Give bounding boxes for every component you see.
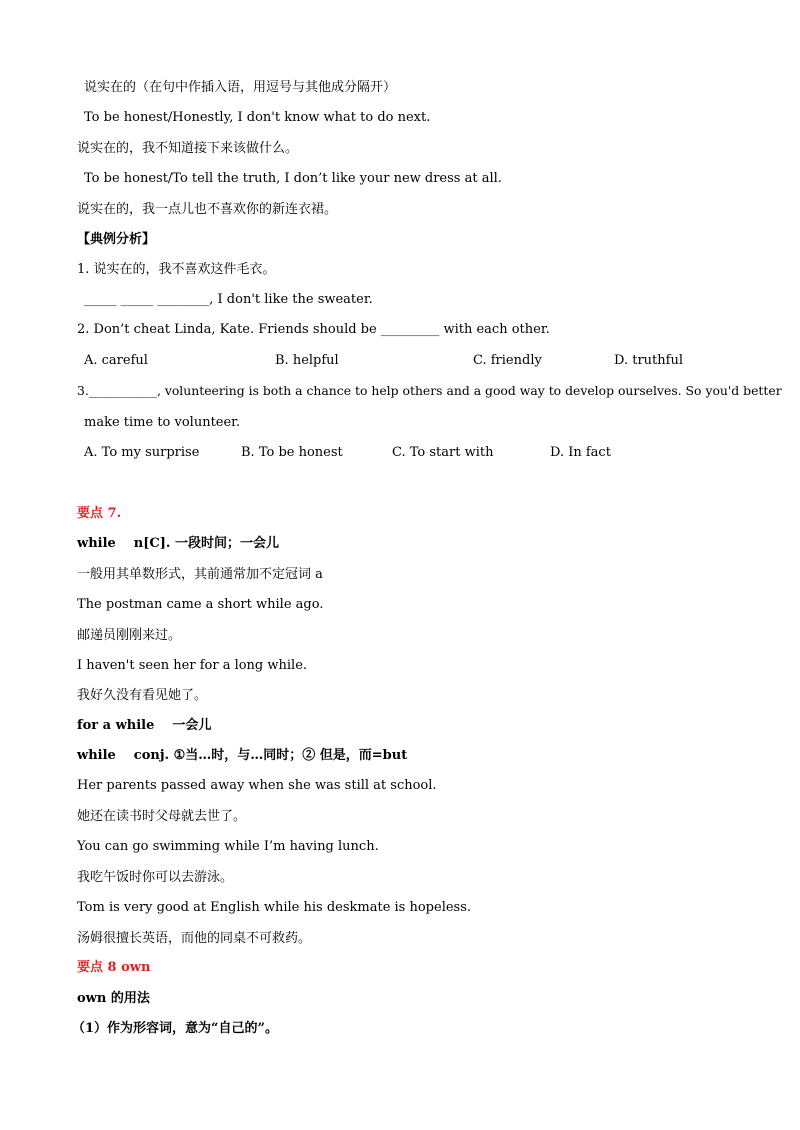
question-2-option-d: D. truthful xyxy=(614,353,683,368)
point-7-rule: 一般用其单数形式，其前通常加不定冠词 a xyxy=(77,567,323,582)
example-chinese: 我好久没有看见她了。 xyxy=(77,688,208,703)
question-3-line-1: 3.___________, volunteering is both a chance to help others and a good way to develop ourselves. So you'd better xyxy=(77,383,782,398)
example-chinese: 我吃午饭时你可以去游泳。 xyxy=(77,870,234,885)
question-3-option-c: C. To start with xyxy=(392,445,494,460)
point-8-title: 要点 8 own xyxy=(77,960,151,975)
question-1-blank: _____ _____ ________, I don't like the sweater. xyxy=(84,292,373,307)
examples-heading: 【典例分析】 xyxy=(77,232,156,247)
phrase-meaning: 一会儿 xyxy=(172,718,212,733)
point-7-conj-definition xyxy=(77,747,407,765)
question-2: 2. Don’t cheat Linda, Kate. Friends should be _________ with each other. xyxy=(77,322,550,337)
example-english: To be honest/Honestly, I don't know what to do next. xyxy=(84,110,431,125)
question-2-option-a: A. careful xyxy=(84,353,148,368)
question-3-line-2: make time to volunteer. xyxy=(84,415,241,430)
question-2-option-b: B. helpful xyxy=(275,353,339,368)
example-chinese: 邮递员刚刚来过。 xyxy=(77,628,182,643)
question-3-option-a: A. To my surprise xyxy=(84,445,200,460)
example-english: Tom is very good at English while his deskmate is hopeless. xyxy=(77,900,472,915)
point-7-title: 要点 7. xyxy=(77,506,122,521)
point-8-subheading: （1）作为形容词，意为“自己的”。 xyxy=(72,1021,279,1036)
example-chinese: 说实在的，我不知道接下来该做什么。 xyxy=(77,141,299,156)
example-english: You can go swimming while I’m having lunch. xyxy=(77,839,379,854)
question-1-prompt: 1. 说实在的，我不喜欢这件毛衣。 xyxy=(77,262,276,277)
example-english: Her parents passed away when she was still at school. xyxy=(77,778,437,793)
definition-word: while xyxy=(77,536,116,551)
point-7-phrase xyxy=(77,717,211,735)
definition-word: while xyxy=(77,748,116,763)
phrase: for a while xyxy=(77,718,155,733)
section-note: 说实在的（在句中作插入语，用逗号与其他成分隔开） xyxy=(84,80,397,95)
example-english: I haven't seen her for a long while. xyxy=(77,658,308,673)
point-7-definition xyxy=(77,535,279,553)
example-chinese: 汤姆很擅长英语，而他的同桌不可救药。 xyxy=(77,931,312,946)
example-english: The postman came a short while ago. xyxy=(77,597,324,612)
example-chinese: 她还在读书时父母就去世了。 xyxy=(77,809,247,824)
definition-text: conj. ①当…时，与…同时；② 但是，而=but xyxy=(133,748,408,763)
example-chinese: 说实在的，我一点儿也不喜欢你的新连衣裙。 xyxy=(77,202,338,217)
definition-text: n[C]. 一段时间；一会儿 xyxy=(133,536,279,551)
point-8-usage: own 的用法 xyxy=(77,991,150,1006)
question-3-option-d: D. In fact xyxy=(550,445,611,460)
question-2-option-c: C. friendly xyxy=(473,353,542,368)
example-english: To be honest/To tell the truth, I don’t like your new dress at all. xyxy=(84,171,502,186)
question-3-option-b: B. To be honest xyxy=(241,445,343,460)
